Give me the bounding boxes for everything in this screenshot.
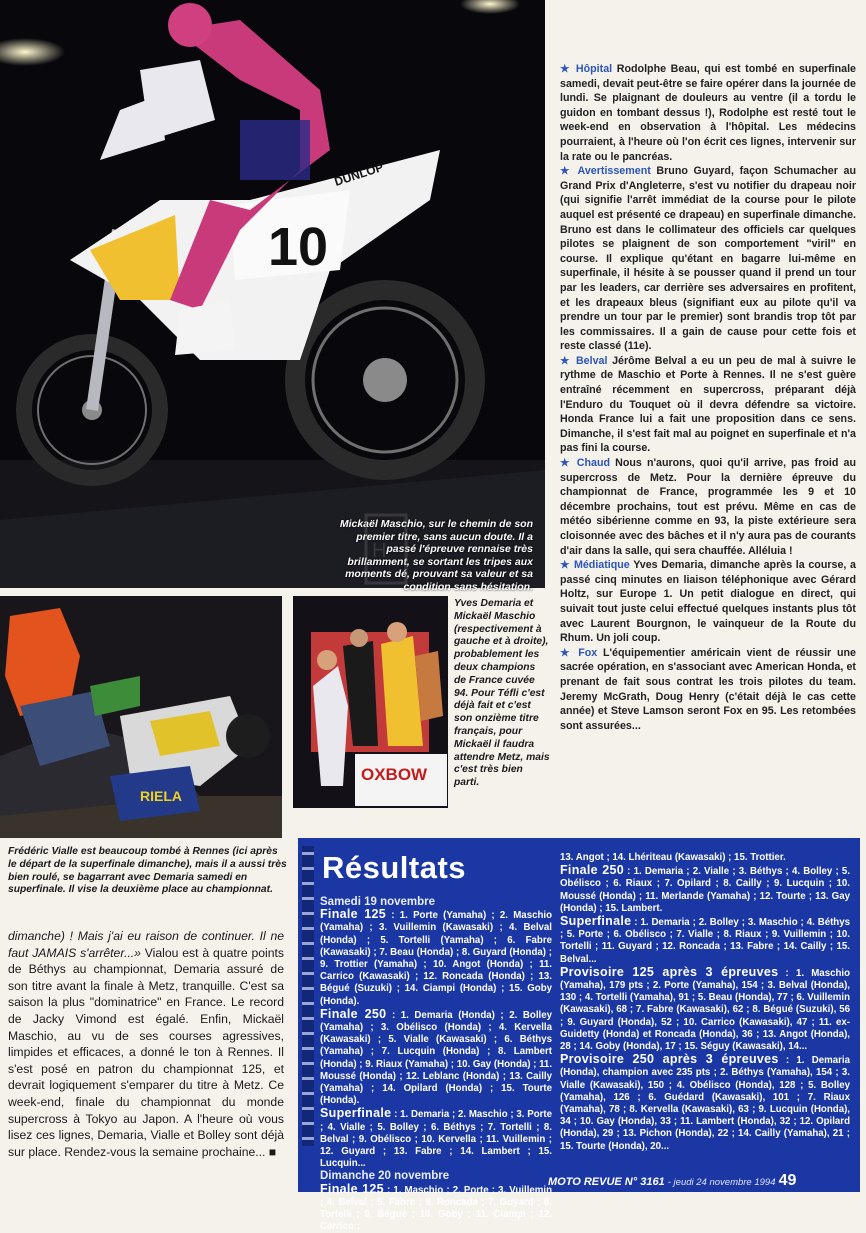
results-right-column <box>560 852 850 1153</box>
photo-crash-vialle <box>0 596 282 838</box>
results-heading: Provisoire 250 après 3 épreuves <box>560 1052 779 1067</box>
results-entry <box>320 908 552 1008</box>
results-text: 13. Angot ; 14. Lhériteau (Kawasaki) ; 15. Trottier. <box>560 852 786 863</box>
note-belval <box>560 354 856 456</box>
note-text: Bruno Guyard, façon Schumacher au Grand Prix d'Angleterre, s'est vu notifier du drapeau noir (qui signifie l'arrêt immédiat de la course pour le pilote auquel est présenté ce drapeau) en superfinale dimanche. Bruno est dans le collimateur des officiels car quelques pilotes se plaignent de son comportement "viril" en course. Il explique qu'étant en bagarre lui-même en superfinale, il hésite à se pousser quand il prend un tour par les leaders, car derrière ses adversaires en profitent, et les drapeaux bleus (signifiant eux au pilote qu'il va prendre un tour par le premier) sont brandis trop tôt par les commissaires. Il a gain de cause pour cette fois et reste classé (11e). <box>560 165 856 353</box>
vialle-caption: Frédéric Vialle est beaucoup tombé à Rennes (ici après le départ de la superfinale dimanche), mais il a aussi très bien roulé, se bagarrant avec Demaria samedi en superfinale. Il vise la deuxième place au championnat. <box>8 846 287 896</box>
results-entry <box>560 966 850 1053</box>
results-title: Résultats <box>322 850 467 885</box>
riela-banner: RIELA <box>140 788 182 804</box>
results-heading: Superfinale <box>560 914 632 929</box>
results-text: : 1. Maschio (Yamaha), 179 pts ; 2. Porte (Yamaha), 154 ; 3. Belval (Honda), 130 ; 4. Tortelli (Yamaha), 91 ; 5. Beau (Honda), 77 ; 6. Vuillemin (Kawasaki), 68 ; 7. Fabre (Kawasaki), 62 ; 8. Bégué (Suzuki), 56 ; 9. Guyard (Honda), 52 ; 10. Carrico (Kawasaki), 47 ; 11. ex-Guidetty (Honda) et Roncada (Honda), 36 ; 13. Angot (Honda), 28 ; 14. Goby (Honda), 17 ; 15. Séguy (Kawasaki), 14... <box>560 967 851 1053</box>
issue-date: - jeudi 24 novembre 1994 <box>667 1177 776 1188</box>
results-text: : 1. Demaria ; 2. Vialle ; 3. Béthys ; 4. Bolley ; 5. Obélisco ; 6. Riaux ; 7. Opilard ; 8. Cailly ; 9. Lucquin ; 10. Moussé (Honda) ; 11. Merlande (Yamaha) ; 12. Tourte ; 13. Gay (Honda) ; 15. Lambert. <box>560 866 851 914</box>
results-text: : 1. Maschio ; 2. Porte ; 3. Vuillemin ; 4. Belval ; 5. Fabre ; 6. Roncada ; 7. Guyard ; 8. Tortelli ; 9. Bégué ; 10. Goby ; 11. Ciampi ; 12. Carrico ; <box>320 1184 552 1233</box>
note-text: Rodolphe Beau, qui est tombé en superfinale samedi, devait peut-être se faire opérer dans la journée de lundi. Se plaignant de douleurs au ventre (il a tordu le guidon en tombant dessus !), Rodolphe est resté tout le week-end en observation à l'hôpital. Les médecins pourraient, à l'heure où l'on écrit ces lignes, intervenir sur la rate ou le pancréas. <box>560 63 857 163</box>
body-quote: dimanche) ! Mais j'ai eu raison de continuer. Il ne faut JAMAIS s'arrêter...» <box>8 929 284 960</box>
oxbow-banner: OXBOW <box>361 765 428 784</box>
body-paragraph: Vialou est à quatre points de Béthys au championnat, Demaria assuré de son titre avant la finale à Metz, tranquille. C'est sa saison la plus "dominatrice" en France. Le record de Jacky Vimond est égalé. Enfin, Mickaël Maschio, au vu de ses courses agressives, limpides et efficaces, a donné le ton à Rennes. Il s'est posé en patron du championnat 125, et devrait logiquement s'emparer du titre à Metz. Ce week-end, finale du championnat du monde supercross à Tokyo au Japon. A l'heure où vous lisez ces lignes, Demaria, Vialle et Bolley sont déjà sur place. Rendez-vous la semaine prochaine... ■ <box>8 945 284 1159</box>
news-notes-column <box>560 62 856 733</box>
results-box <box>298 838 860 1233</box>
results-text: : 1. Demaria (Honda) ; 2. Bolley (Yamaha) ; 3. Obélisco (Honda) ; 4. Kervella (Kawasaki) ; 5. Vialle (Kawasaki) ; 6. Béthys (Yamaha) ; 7. Lucquin (Honda) ; 8. Lambert (Honda) ; 9. Riaux (Yamaha) ; 10. Gay (Honda) ; 11. Moussé (Honda) ; 12. Leblanc (Honda) ; 13. Cailly (Yamaha) ; 14. Opilard (Honda) ; 15. Tourte (Honda). <box>320 1009 553 1107</box>
results-text: : 1. Demaria ; 2. Bolley ; 3. Maschio ; 4. Béthys ; 5. Porte ; 6. Obélisco ; 7. Vialle ; 8. Riaux ; 9. Vuillemin ; 10. Tortelli ; 11. Guyard ; 12. Roncada ; 13. Fabre ; 14. Cailly ; 15. Belval... <box>560 917 850 965</box>
article-body <box>8 928 284 1160</box>
results-heading: Finale 250 <box>320 1006 387 1021</box>
results-entry <box>320 1183 552 1233</box>
dunlop-label: DUNLOP <box>332 159 386 189</box>
note-text: Jérôme Belval a eu un peu de mal à suivre le rythme de Maschio et Porte à Rennes. Il ne s'est guère entraîné récemment en supercross, préparant déjà l'Enduro du Touquet où il devra défendre sa victoire. Honda France lui a fait une proposition dans ce sens. Dimanche, il s'est fait mal au poignet en superfinale et n'a pas fini la course. <box>560 354 856 455</box>
magazine-name: MOTO REVUE N° 3161 <box>548 1176 665 1188</box>
note-mediatique <box>560 558 856 646</box>
results-text: : 1. Demaria (Honda), champion avec 235 pts ; 2. Béthys (Yamaha), 154 ; 3. Vialle (Kawasaki), 150 ; 4. Obélisco (Honda), 128 ; 5. Bolley (Yamaha), 126 ; 6. Guédard (Kawasaki), 101 ; 7. Riaux (Yamaha), 78 ; 8. Kervella (Kawasaki), 63 ; 9. Lucquin (Honda), 34 ; 10. Gay (Honda), 33 ; 11. Lambert (Honda), 32 ; 12. Opilard (Honda), 29 ; 13. Pichon (Honda), 22 ; 14. Cailly (Yamaha), 21 ; 15. Tourte (Honda), 20... <box>560 1055 850 1152</box>
star-icon: ★ <box>560 457 577 470</box>
page-footer <box>548 1172 858 1192</box>
results-heading: Provisoire 125 après 3 épreuves <box>560 964 779 979</box>
results-text: : 1. Porte (Yamaha) ; 2. Maschio (Yamaha) ; 3. Vuillemin (Kawasaki) ; 4. Belval (Honda) ; 5. Tortelli (Yamaha) ; 6. Fabre (Kawasaki) ; 7. Beau (Honda) ; 8. Guyard (Honda) ; 9. Trottier (Yamaha) ; 10. Angot (Honda) ; 11. Carrico (Kawasaki) ; 12. Roncada (Honda) ; 13. Bégué (Suzuki) ; 14. Ciampi (Honda) ; 15. Goby (Honda). <box>320 910 552 1007</box>
note-avertissement <box>560 164 856 354</box>
main-photo-caption: Mickaël Maschio, sur le chemin de son premier titre, sans aucun doute. Il a passé l'épreuve rennaise très brillamment, se sortant les tripes aux moments dé, prouvant sa valeur et sa condition sans hésitation. <box>339 518 533 593</box>
star-icon: ★ <box>560 63 576 75</box>
results-entry <box>560 864 850 915</box>
results-date: Dimanche 20 novembre <box>320 1170 450 1183</box>
results-entry <box>560 915 850 966</box>
note-keyword: Chaud <box>576 457 611 470</box>
note-text: Yves Demaria, dimanche après la course, a passé cinq minutes en liaison téléphonique avec Gérard Holtz, sur Europe 1. Un petit dialogue en direct, qui suivait tout juste celui effectué quelques instants plus tôt avec Laurent Bourgnon, le vainqueur de la Route du Rhum. Un joli coup. <box>560 559 856 645</box>
note-keyword: Belval <box>575 354 608 367</box>
star-icon: ★ <box>560 165 578 178</box>
star-icon: ★ <box>560 559 574 572</box>
note-chaud <box>560 456 856 558</box>
photo-podium <box>293 596 448 808</box>
note-keyword: Fox <box>578 646 598 659</box>
note-text: L'équipementier américain vient de réussir une sacrée opération, en s'associant avec American Honda, et prenant de fait sous contrat les trois pilotes du team. Jeremy McGrath, Doug Henry (c'était déjà le cas cette année) et Steve Lamson seront Fox en 95. Les retombées sont assurées... <box>560 646 856 732</box>
results-heading: Superfinale <box>320 1106 392 1121</box>
watermark <box>364 513 408 585</box>
photo-supercross-rider <box>0 0 545 593</box>
note-keyword: Hôpital <box>575 63 613 75</box>
results-left-column <box>320 896 552 1233</box>
bike-number: 10 <box>268 217 329 277</box>
results-heading: Finale 125 <box>320 1181 384 1196</box>
star-icon: ★ <box>560 354 576 367</box>
results-entry <box>560 1053 850 1153</box>
star-icon: ★ <box>560 646 579 659</box>
svg-text:H: H <box>372 540 387 562</box>
results-entry <box>320 1008 552 1108</box>
note-fox <box>560 646 856 734</box>
results-heading: Finale 125 <box>320 907 387 922</box>
results-text: : 1. Demaria ; 2. Maschio ; 3. Porte ; 4. Vialle ; 5. Bolley ; 6. Béthys ; 7. Tortelli ; 8. Belval ; 9. Obélisco ; 10. Kervella ; 11. Vuillemin ; 12. Guyard ; 13. Fabre ; 14. Lambert ; 15. Lucquin... <box>320 1109 552 1170</box>
note-text: Nous n'aurons, quoi qu'il arrive, pas froid au supercross de Metz. Pour la dernière épreuve du championnat de France, programmée les 9 et 10 décembre prochains, tout est prévu. Même en cas de météo sibérienne comme en 93, la piste extérieure sera cloisonnée avec des bâches et il n'y aura pas de courants d'air dans la salle, qui sera chauffée. Alléluia ! <box>560 457 856 557</box>
note-keyword: Avertissement <box>577 165 651 178</box>
results-date: Samedi 19 novembre <box>320 896 436 908</box>
results-heading: Finale 250 <box>560 863 624 878</box>
note-hopital <box>560 62 856 164</box>
note-keyword: Médiatique <box>573 559 630 572</box>
podium-caption: Yves Demaria et Mickaël Maschio (respectivement à gauche et à droite), probablement les deux champions de France cuvée 94. Pour Téfli c'est déjà fait et c'est son onzième titre français, pour Mickaël il faudra attendre Metz, mais c'est très bien parti. <box>454 598 550 789</box>
page-number: 49 <box>778 1172 797 1189</box>
results-entry <box>320 1107 552 1170</box>
chain-decoration <box>302 846 314 1146</box>
